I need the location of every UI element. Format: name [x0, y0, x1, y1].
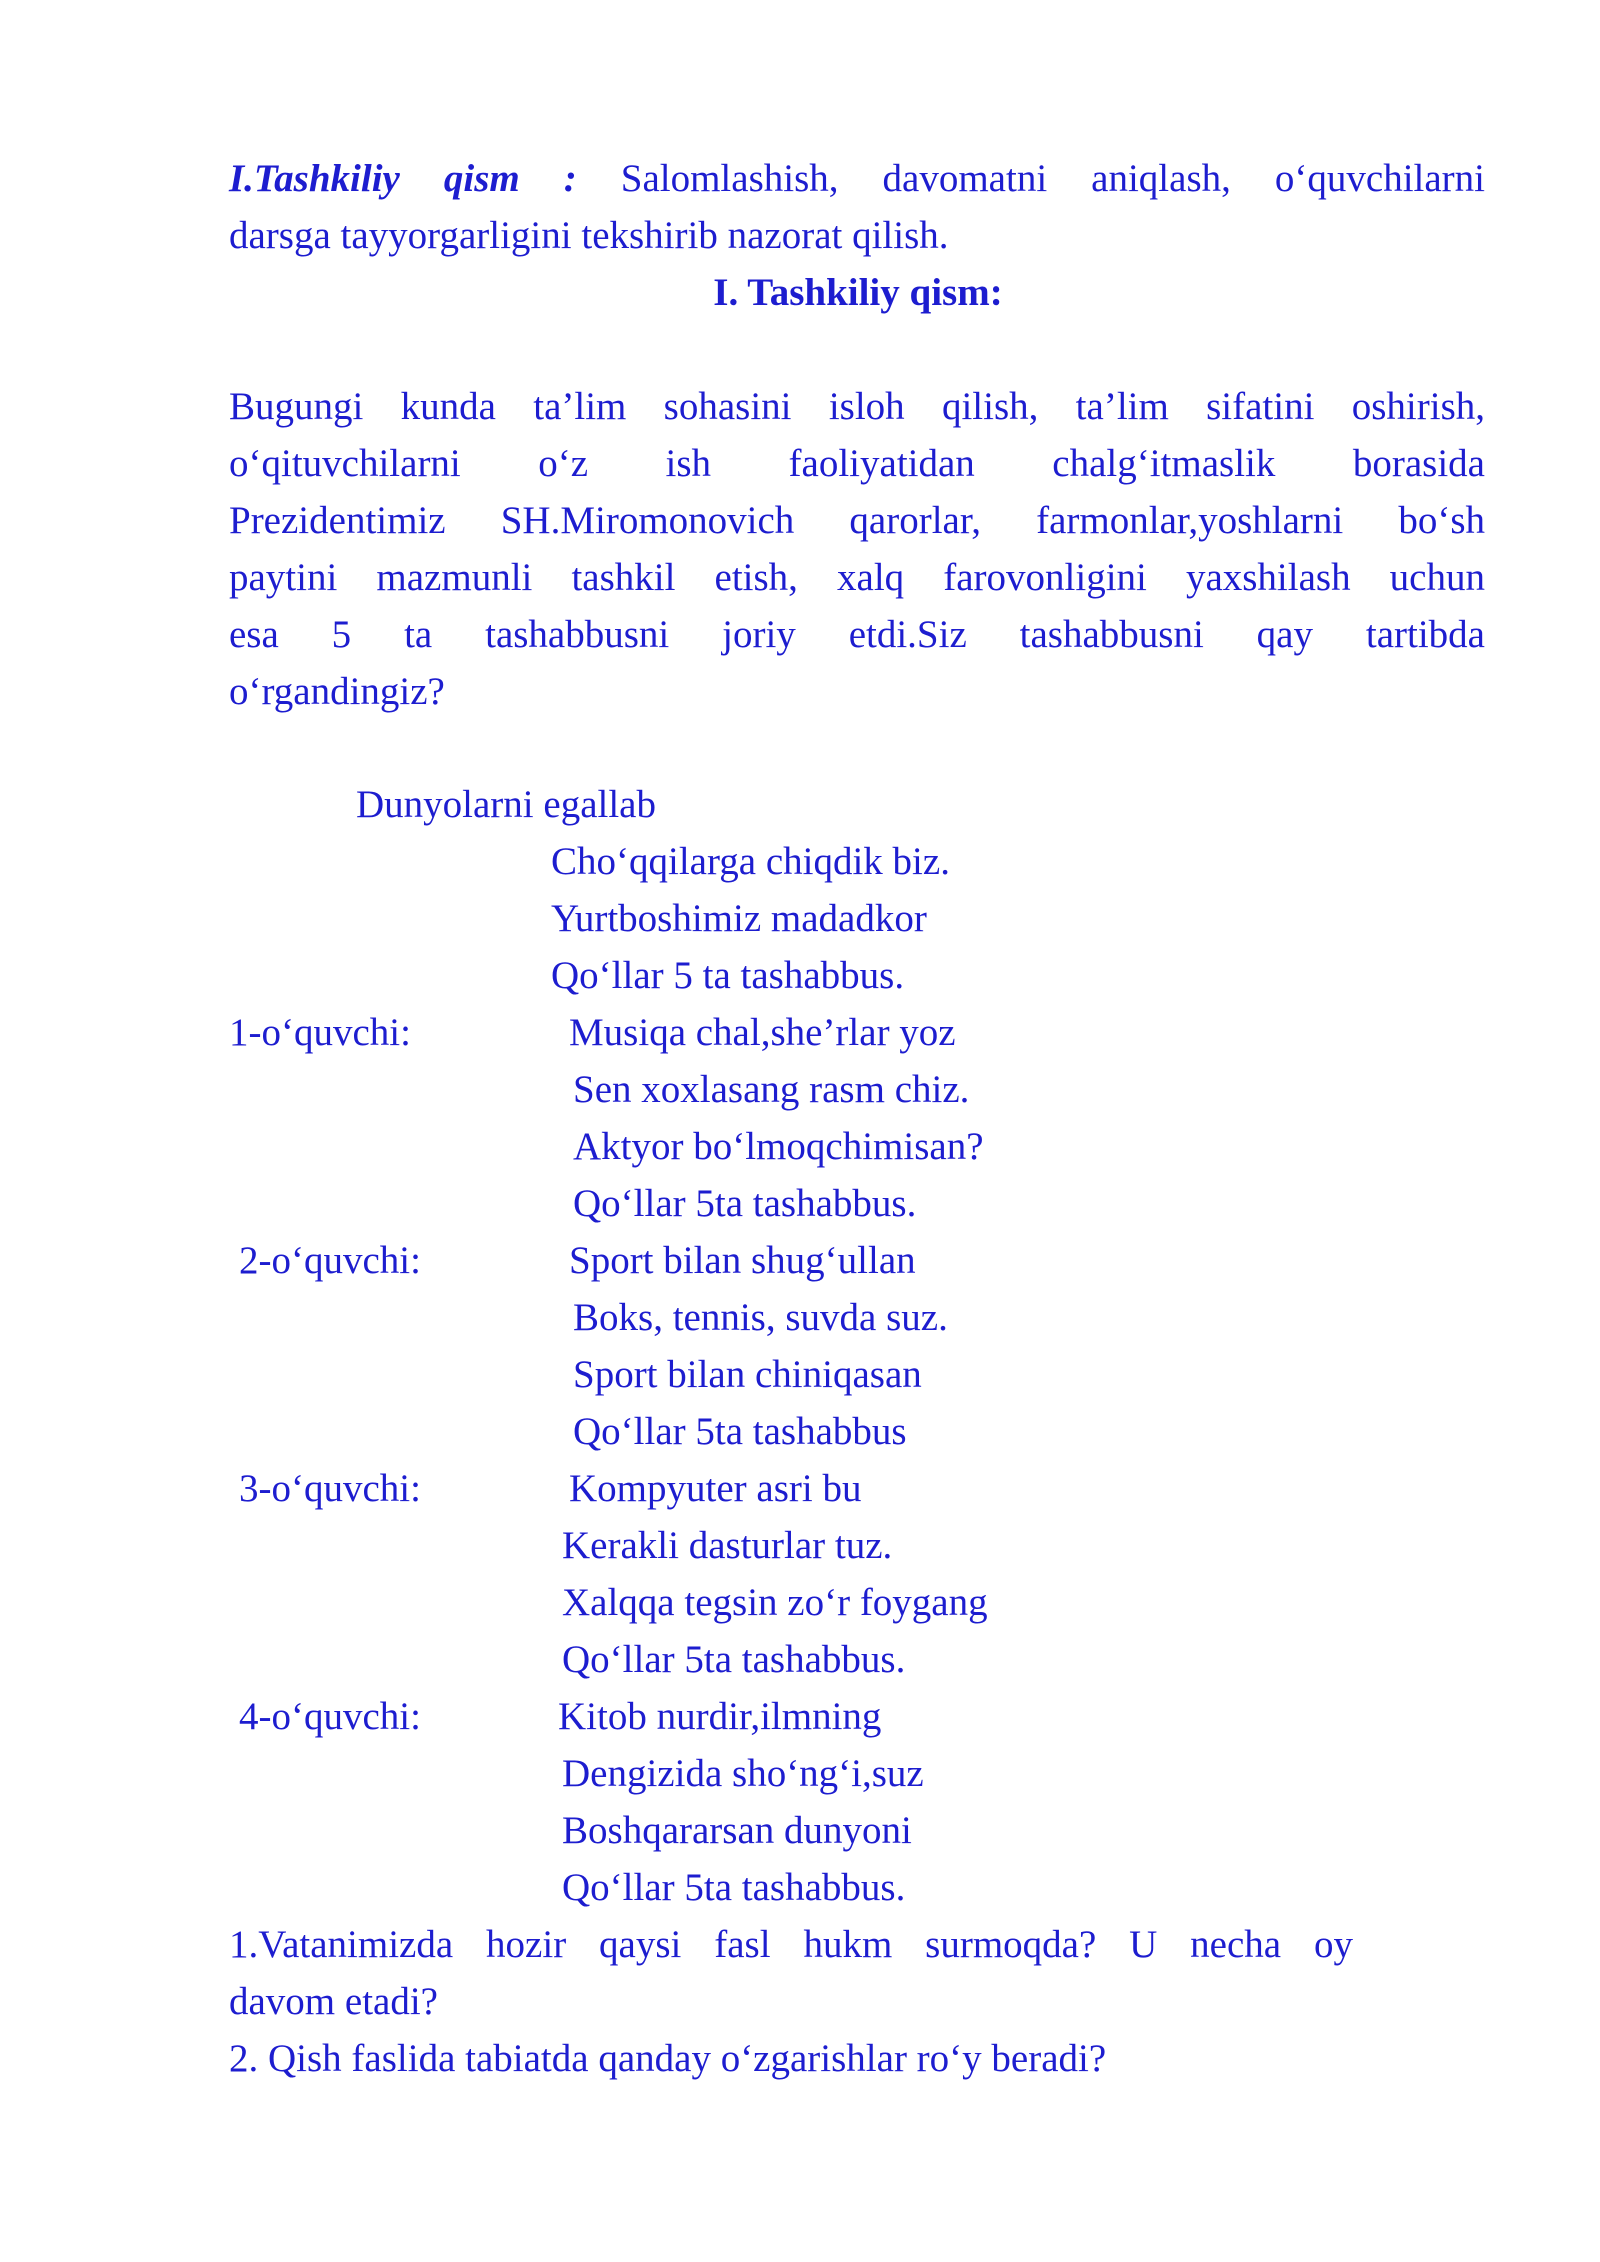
- student-verse-line: Kompyuter asri bu: [569, 1467, 862, 1510]
- student-verse-line: Dengizida sho‘ng‘i,suz: [562, 1752, 924, 1795]
- student-label: 2-o‘quvchi:: [239, 1239, 421, 1282]
- student-verse-line: Kitob nurdir,ilmning: [558, 1695, 882, 1738]
- poem-intro-line: Yurtboshimiz madadkor: [551, 897, 927, 940]
- student-label: 4-o‘quvchi:: [239, 1695, 421, 1738]
- student-verse-line: Sport bilan chiniqasan: [573, 1353, 922, 1396]
- student-verse-line: Boshqararsan dunyoni: [562, 1809, 912, 1852]
- student-label: 3-o‘quvchi:: [239, 1467, 421, 1510]
- student-verse-line: Qo‘llar 5ta tashabbus: [573, 1410, 907, 1453]
- paragraph-line: Prezidentimiz SH.Miromonovich qarorlar, farmonlar,yoshlarni bo‘sh: [229, 499, 1485, 542]
- student-verse-line: Qo‘llar 5ta tashabbus.: [562, 1638, 906, 1681]
- question-line: 1.Vatanimizda hozir qaysi fasl hukm surmoqda? U necha oy: [229, 1923, 1353, 1966]
- student-verse-line: Musiqa chal,she’rlar yoz: [569, 1011, 956, 1054]
- question-line: davom etadi?: [229, 1980, 438, 2023]
- student-verse-line: Kerakli dasturlar tuz.: [562, 1524, 893, 1567]
- student-verse-line: Qo‘llar 5ta tashabbus.: [562, 1866, 906, 1909]
- student-verse-line: Sport bilan shug‘ullan: [569, 1239, 916, 1282]
- paragraph-line: paytini mazmunli tashkil etish, xalq farovonligini yaxshilash uchun: [229, 556, 1485, 599]
- paragraph-line: o‘qituvchilarni o‘z ish faoliyatidan chalg‘itmaslik borasida: [229, 442, 1485, 485]
- paragraph-line: Bugungi kunda ta’lim sohasini isloh qilish, ta’lim sifatini oshirish,: [229, 385, 1485, 428]
- section-heading: I. Tashkiliy qism:: [713, 271, 1003, 314]
- poem-intro-line: Cho‘qqilarga chiqdik biz.: [551, 840, 950, 883]
- student-verse-line: Aktyor bo‘lmoqchimisan?: [573, 1125, 984, 1168]
- student-verse-line: Sen xoxlasang rasm chiz.: [573, 1068, 970, 1111]
- paragraph-line: esa 5 ta tashabbusni joriy etdi.Siz tashabbusni qay tartibda: [229, 613, 1485, 656]
- intro-text: Salomlashish, davomatni aniqlash, o‘quvchilarni: [620, 157, 1485, 200]
- question-line: 2. Qish faslida tabiatda qanday o‘zgarishlar ro‘y beradi?: [229, 2037, 1107, 2080]
- intro-label: I.Tashkiliy qism :: [229, 157, 577, 200]
- student-verse-line: Xalqqa tegsin zo‘r foygang: [562, 1581, 988, 1624]
- student-label: 1-o‘quvchi:: [229, 1011, 411, 1054]
- poem-intro-line: Dunyolarni egallab: [356, 783, 656, 826]
- intro-line-2: darsga tayyorgarligini tekshirib nazorat qilish.: [229, 214, 949, 257]
- paragraph-line: o‘rgandingiz?: [229, 670, 445, 713]
- student-verse-line: Qo‘llar 5ta tashabbus.: [573, 1182, 917, 1225]
- poem-intro-line: Qo‘llar 5 ta tashabbus.: [551, 954, 905, 997]
- student-verse-line: Boks, tennis, suvda suz.: [573, 1296, 948, 1339]
- intro-line-1: [229, 150, 1485, 207]
